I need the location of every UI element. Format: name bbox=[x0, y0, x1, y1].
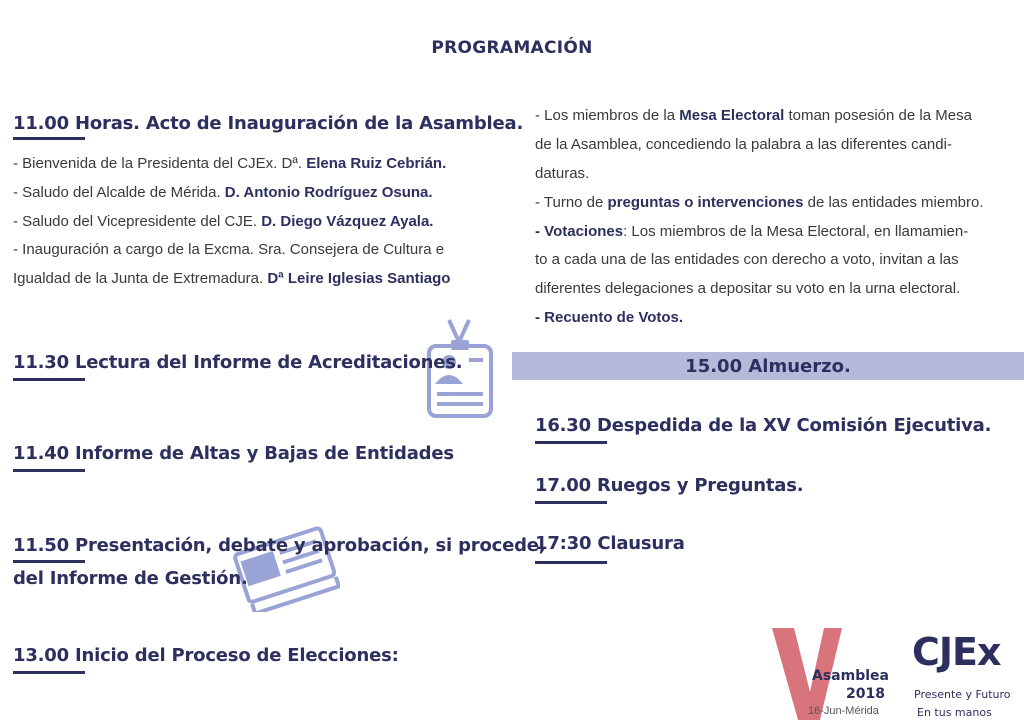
electoral-line-1: - Los miembros de la Mesa Electoral toman posesión de la Mesa bbox=[535, 107, 972, 124]
heading-underline bbox=[13, 671, 85, 674]
section-1140-heading: 11.40 Informe de Altas y Bajas de Entidades bbox=[13, 443, 454, 464]
electoral-line-2: de la Asamblea, concediendo la palabra a las diferentes candi- bbox=[535, 136, 952, 153]
cjex-slogan-1: Presente y Futuro bbox=[914, 688, 1011, 701]
agenda-line-4: - Inauguración a cargo de la Excma. Sra. Consejera de Cultura e bbox=[13, 241, 445, 258]
section-1100-heading: 11.00 Horas. Acto de Inauguración de la Asamblea. bbox=[13, 113, 524, 134]
section-1630-heading: 16.30 Despedida de la XV Comisión Ejecutiva. bbox=[535, 415, 992, 436]
heading-underline bbox=[535, 501, 607, 504]
section-1700-heading: 17.00 Ruegos y Preguntas. bbox=[535, 475, 804, 496]
heading-underline bbox=[13, 378, 85, 381]
section-1130-heading: 11.30 Lectura del Informe de Acreditaciones. bbox=[13, 352, 463, 373]
agenda-line-5: Igualdad de la Junta de Extremadura. Dª Leire Iglesias Santiago bbox=[13, 270, 451, 287]
votes-line-3: diferentes delegaciones a depositar su voto en la urna electoral. bbox=[535, 280, 961, 297]
vote-count-line: - Recuento de Votos. bbox=[535, 309, 684, 326]
heading-underline bbox=[535, 561, 607, 564]
questions-line: - Turno de preguntas o intervenciones de las entidades miembro. bbox=[535, 194, 984, 211]
heading-underline bbox=[13, 469, 85, 472]
heading-underline bbox=[13, 137, 85, 140]
section-1150-heading: 11.50 Presentación, debate y aprobación, si procede, bbox=[13, 535, 546, 556]
logo-asamblea: Asamblea bbox=[812, 668, 889, 684]
heading-underline bbox=[535, 441, 607, 444]
electoral-line-3: daturas. bbox=[535, 165, 590, 182]
heading-underline bbox=[13, 560, 85, 563]
section-1150-heading-line2: del Informe de Gestión. bbox=[13, 568, 248, 589]
section-1730-heading: 17:30 Clausura bbox=[535, 533, 685, 554]
lunch-heading: 15.00 Almuerzo. bbox=[685, 356, 851, 377]
cjex-logo: CJEx bbox=[912, 630, 1001, 674]
section-1300-heading: 13.00 Inicio del Proceso de Elecciones: bbox=[13, 645, 399, 666]
logo-year: 2018 bbox=[846, 686, 885, 702]
agenda-line-3: - Saludo del Vicepresidente del CJE. D. Diego Vázquez Ayala. bbox=[13, 213, 434, 230]
page-title: PROGRAMACIÓN bbox=[431, 38, 593, 58]
agenda-line-2: - Saludo del Alcalde de Mérida. D. Antonio Rodríguez Osuna. bbox=[13, 184, 433, 201]
cjex-slogan-2: En tus manos bbox=[917, 706, 992, 719]
logo-date: 16-Jun-Mérida bbox=[808, 705, 879, 717]
document-stack-icon bbox=[230, 520, 340, 612]
agenda-line-1: - Bienvenida de la Presidenta del CJEx. Dª. Elena Ruiz Cebrián. bbox=[13, 155, 447, 172]
votes-line-1: - Votaciones: Los miembros de la Mesa Electoral, en llamamien- bbox=[535, 223, 969, 240]
votes-line-2: to a cada una de las entidades con derecho a voto, invitan a las bbox=[535, 251, 959, 268]
